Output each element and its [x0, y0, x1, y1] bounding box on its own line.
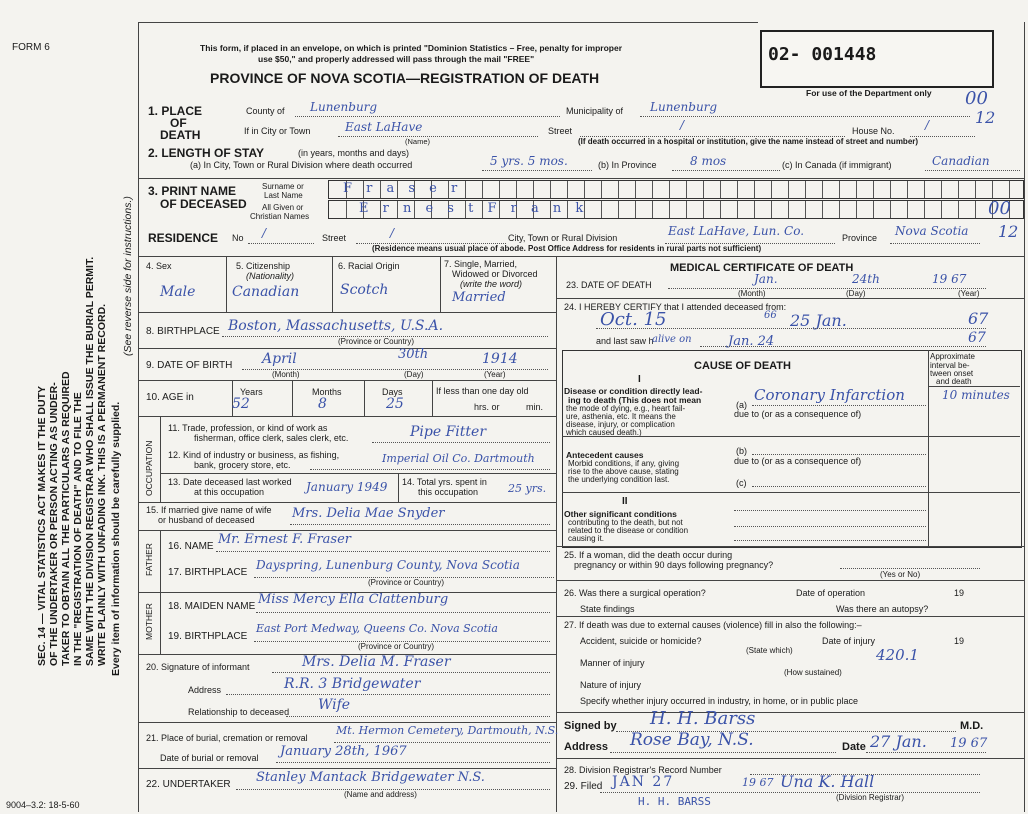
stay-label-note: (in years, months and days): [298, 148, 410, 158]
occupation-side-label: OCCUPATION: [144, 440, 154, 496]
street-value[interactable]: /: [680, 118, 685, 132]
registration-number: 02- 001448: [768, 44, 877, 65]
attended-from-year[interactable]: 66: [764, 310, 777, 321]
surname-label-2: Last Name: [264, 191, 303, 200]
certify-label: 24. I HEREBY CERTIFY that I attended deceased from:: [564, 302, 787, 312]
death-month-note: (Month): [738, 289, 766, 298]
father-name-value[interactable]: Mr. Ernest F. Fraser: [218, 532, 351, 547]
registration-number-box: [760, 30, 994, 88]
place-label-2: OF: [170, 116, 187, 130]
cause-b-label: (b): [736, 446, 747, 456]
age-months-label: Months: [312, 387, 342, 397]
marital-label-1: 7. Single, Married,: [444, 259, 518, 269]
informant-address-label: Address: [188, 685, 222, 695]
residence-province-label: Province: [842, 233, 878, 243]
last-worked-label-2: at this occupation: [194, 487, 265, 497]
specify-label: Specify whether injury occurred in industry, in home, or in public place: [580, 696, 858, 706]
death-date-label: 23. DATE OF DEATH: [566, 280, 652, 290]
citizenship-label: 5. Citizenship: [236, 261, 291, 271]
total-years-label-2: this occupation: [418, 487, 479, 497]
footer-code: 9004–3.2: 18-5-60: [6, 800, 80, 810]
mother-birthplace-label: 19. BIRTHPLACE: [168, 631, 248, 642]
operation-year: 19: [954, 588, 965, 598]
cause-a-label: (a): [736, 400, 747, 410]
side-text-7: Every item of information should be carefully supplied.: [110, 401, 122, 676]
approx-label-3: tween onset: [930, 369, 974, 378]
state-findings-label: State findings: [580, 604, 635, 614]
place-label-3: DEATH: [160, 128, 201, 142]
mother-birthplace-value[interactable]: East Port Medway, Queens Co. Nova Scotia: [256, 622, 498, 635]
attended-to[interactable]: 25 Jan.: [790, 311, 847, 330]
trade-label-1: 11. Trade, profession, or kind of work as: [168, 423, 328, 433]
age-label: 10. AGE in: [146, 392, 194, 403]
dept-code-4: 12: [998, 222, 1019, 241]
stay-b-value[interactable]: 8 mos: [690, 154, 727, 168]
other-2: contributing to the death, but not: [568, 518, 683, 527]
other-1: Other significant conditions: [564, 509, 677, 519]
main-right-border: [1024, 22, 1025, 812]
cause-title: CAUSE OF DEATH: [694, 360, 791, 372]
last-seen-date[interactable]: Jan. 24: [728, 334, 775, 349]
stay-a-value[interactable]: 5 yrs. 5 mos.: [490, 154, 568, 168]
direct-cause-1: Disease or condition directly lead-: [564, 386, 703, 396]
medical-title: MEDICAL CERTIFICATE OF DEATH: [670, 262, 854, 274]
side-text-6: WRITE PLAINLY WITH UNFADING INK. THIS IS A PERMANENT RECORD.: [96, 303, 108, 666]
form-number: FORM 6: [12, 42, 50, 53]
name-label-1: 3. PRINT NAME: [148, 184, 237, 198]
place-label-1: 1. PLACE: [148, 104, 203, 118]
total-years-label-1: 14. Total yrs. spent in: [402, 477, 487, 487]
main-top-border: [138, 22, 758, 23]
death-date-month[interactable]: Jan.: [754, 272, 778, 286]
q26-label: 26. Was there a surgical operation?: [564, 588, 706, 598]
side-text-3: TAKER TO OBTAIN ALL THE PARTICULARS AS REQUIRED: [60, 371, 72, 666]
notice-line-2: use $50," and properly addressed will pass through the mail "FREE": [258, 54, 535, 64]
manner-label: Manner of injury: [580, 658, 645, 668]
informant-label: 20. Signature of informant: [146, 662, 250, 672]
citizenship-sub: (Nationality): [246, 271, 295, 281]
municipality-value[interactable]: Lunenburg: [650, 100, 718, 114]
age-years-label: Years: [240, 387, 263, 397]
undertaker-value[interactable]: Stanley Mantack Bridgewater N.S.: [256, 770, 485, 785]
last-worked-value[interactable]: January 1949: [306, 480, 388, 494]
how-sustained-note: (How sustained): [784, 668, 842, 677]
mother-maiden-label: 18. MAIDEN NAME: [168, 601, 256, 612]
side-text-2: OF THE UNDERTAKER OR PERSON ACTING AS UNDER-: [48, 382, 60, 666]
dob-year-note: (Year): [484, 370, 506, 379]
age-days-label: Days: [382, 387, 403, 397]
approx-label-1: Approximate: [930, 352, 975, 361]
racial-label: 6. Racial Origin: [338, 261, 400, 271]
residence-street-label: Street: [322, 233, 347, 243]
surname-value[interactable]: F r a s e r: [343, 181, 463, 196]
undertaker-label: 22. UNDERTAKER: [146, 779, 231, 790]
age-less-label: If less than one day old: [436, 386, 529, 396]
surname-label-1: Surname or: [262, 182, 304, 191]
antecedent-2: Morbid conditions, if any, giving: [568, 459, 680, 468]
accident-label: Accident, suicide or homicide?: [580, 636, 702, 646]
stay-label: 2. LENGTH OF STAY: [148, 146, 265, 160]
informant-signature[interactable]: Mrs. Delia M. Fraser: [302, 654, 451, 670]
notice-line-1: This form, if placed in an envelope, on which is printed "Dominion Statistics – Free, penalty for improper: [200, 43, 623, 53]
trade-label-2: fisherman, office clerk, sales clerk, etc.: [194, 433, 349, 443]
md-label: M.D.: [960, 720, 984, 732]
mother-birthplace-note: (Province or Country): [358, 642, 435, 651]
approx-label-4: and death: [936, 377, 972, 386]
house-value[interactable]: /: [925, 118, 930, 132]
city-value[interactable]: East LaHave: [345, 120, 423, 134]
last-worked-label-1: 13. Date deceased last worked: [168, 477, 292, 487]
burial-place-label: 21. Place of burial, cremation or removal: [146, 733, 308, 743]
autopsy-label: Was there an autopsy?: [836, 604, 929, 614]
age-hrs-label: hrs. or: [474, 402, 500, 412]
death-date-year[interactable]: 19 67: [932, 272, 967, 286]
attended-to-year[interactable]: 67: [968, 309, 989, 328]
mother-maiden-value[interactable]: Miss Mercy Ella Clattenburg: [258, 592, 449, 607]
signed-by-label: Signed by: [564, 720, 617, 732]
dob-label: 9. DATE OF BIRTH: [146, 360, 233, 371]
injury-year: 19: [954, 636, 965, 646]
registrar-stamp: H. H. BARSS: [638, 795, 711, 808]
father-birthplace-note: (Province or Country): [368, 578, 445, 587]
dept-code-3: 00: [988, 198, 1011, 219]
dept-use-label: For use of the Department only: [806, 88, 932, 98]
date-operation-label: Date of operation: [796, 588, 866, 598]
father-birthplace-value[interactable]: Dayspring, Lunenburg County, Nova Scotia: [256, 558, 520, 572]
birthplace-value[interactable]: Boston, Massachusetts, U.S.A.: [228, 318, 444, 334]
dob-day[interactable]: 30th: [398, 347, 429, 362]
father-name-label: 16. NAME: [168, 541, 214, 552]
hospital-note: (If death occurred in a hospital or institution, give the name instead of street and number): [578, 137, 919, 146]
dob-day-note: (Day): [404, 370, 424, 379]
cause-c-label: (c): [736, 478, 747, 488]
side-text-4: IN THE "REGISTRATION OF DEATH" AND TO FILE THE: [72, 392, 84, 666]
stay-c-label: (c) In Canada (if immigrant): [782, 160, 892, 170]
last-seen-mid: alive on: [652, 334, 692, 345]
signed-date[interactable]: 27 Jan.: [870, 732, 927, 751]
relationship-value[interactable]: Wife: [318, 697, 351, 713]
informant-address[interactable]: R.R. 3 Bridgewater: [284, 676, 421, 692]
sex-label: 4. Sex: [146, 261, 172, 271]
side-text-1: SEC. 14 — VITAL STATISTICS ACT MAKES IT THE DUTY: [36, 385, 48, 666]
father-birthplace-label: 17. BIRTHPLACE: [168, 567, 248, 578]
direct-cause-3: the mode of dying, e.g., heart fail-: [566, 404, 686, 413]
father-side-label: FATHER: [144, 543, 154, 576]
address-label: Address: [564, 741, 609, 753]
residence-street-value[interactable]: /: [390, 226, 395, 240]
birthplace-note: (Province or Country): [338, 337, 415, 346]
undertaker-note: (Name and address): [344, 790, 417, 799]
cause-a-interval[interactable]: 10 minutes: [942, 388, 1010, 402]
trade-value[interactable]: Pipe Fitter: [410, 424, 487, 440]
date-injury-label: Date of injury: [822, 636, 876, 646]
main-left-border: [138, 22, 139, 812]
residence-label: RESIDENCE: [148, 231, 219, 245]
registrar-signature[interactable]: Una K. Hall: [780, 772, 875, 791]
age-years[interactable]: 52: [232, 396, 250, 412]
direct-cause-4: ure, asthenia, etc. It means the: [566, 412, 676, 421]
approx-label-2: interval be-: [930, 361, 970, 370]
residence-no-value[interactable]: /: [262, 226, 267, 240]
q25-label-1: 25. If a woman, did the death occur during: [564, 550, 733, 560]
given-names-value[interactable]: E r n e s t F r a n k: [359, 201, 589, 216]
residence-division-value[interactable]: East LaHave, Lun. Co.: [668, 224, 805, 238]
stay-a-label: (a) In City, Town or Rural Division where death occurred: [190, 160, 413, 170]
filed-year[interactable]: 19 67: [742, 776, 774, 789]
side-text-5: SAME WITH THE DIVISION REGISTRAR WHO SHALL ISSUE THE BURIAL PERMIT.: [84, 256, 96, 666]
age-days[interactable]: 25: [386, 396, 404, 412]
spouse-value[interactable]: Mrs. Delia Mae Snyder: [292, 506, 445, 521]
direct-cause-2: ing to death (This does not mean: [568, 395, 702, 405]
residence-note: (Residence means usual place of abode. Post Office Address for residents in rural parts not sufficient): [372, 244, 762, 253]
given-label-2: Christian Names: [250, 212, 310, 221]
signed-address[interactable]: Rose Bay, N.S.: [630, 730, 754, 750]
dept-code-2: 12: [975, 108, 996, 127]
industry-value[interactable]: Imperial Oil Co. Dartmouth: [382, 452, 535, 465]
death-day-note: (Day): [846, 289, 866, 298]
death-year-note: (Year): [958, 289, 980, 298]
marital-value[interactable]: Married: [452, 290, 506, 305]
dept-code-1: 00: [965, 88, 988, 109]
given-names-boxes[interactable]: [328, 200, 1024, 219]
q28-label: 28. Division Registrar's Record Number: [564, 765, 722, 775]
racial-value[interactable]: Scotch: [340, 282, 389, 298]
marital-label-3: (write the word): [460, 279, 523, 289]
county-value[interactable]: Lunenburg: [310, 100, 378, 114]
spouse-label-1: 15. If married give name of wife: [146, 505, 272, 515]
sex-value[interactable]: Male: [160, 284, 196, 300]
age-min-label: min.: [526, 402, 544, 412]
total-years-value[interactable]: 25 yrs.: [508, 482, 547, 495]
antecedent-4: the underlying condition last.: [568, 475, 670, 484]
county-label: County of: [246, 106, 285, 116]
side-text-8: (See reverse side for instructions.): [122, 196, 134, 356]
residence-no-label: No: [232, 233, 244, 243]
q27-label: 27. If death was due to external causes (violence) fill in also the following:–: [564, 620, 862, 630]
burial-place-value[interactable]: Mt. Hermon Cemetery, Dartmouth, N.S.: [336, 724, 559, 737]
antecedent-1: Antecedent causes: [566, 450, 644, 460]
manner-code[interactable]: 420.1: [876, 646, 919, 664]
age-months[interactable]: 8: [318, 396, 327, 412]
spouse-label-2: or husband of deceased: [158, 515, 255, 525]
city-label: If in City or Town: [244, 126, 311, 136]
residence-province-value[interactable]: Nova Scotia: [895, 224, 969, 238]
residence-division-label: City, Town or Rural Division: [508, 233, 618, 243]
stay-c-value[interactable]: Canadian: [932, 154, 990, 168]
cause-a-value[interactable]: Coronary Infarction: [754, 386, 905, 404]
other-4: causing it.: [568, 534, 605, 543]
direct-cause-6: which caused death.): [566, 428, 642, 437]
other-3: related to the disease or condition: [568, 526, 689, 535]
birthplace-label: 8. BIRTHPLACE: [146, 326, 220, 337]
mother-side-label: MOTHER: [144, 603, 154, 640]
house-label: House No.: [852, 126, 895, 136]
street-label: Street: [548, 126, 573, 136]
industry-label-2: bank, grocery store, etc.: [194, 460, 291, 470]
burial-date-label: Date of burial or removal: [160, 753, 259, 763]
citizenship-value[interactable]: Canadian: [232, 284, 300, 300]
dob-month-note: (Month): [272, 370, 300, 379]
yes-no-note: (Yes or No): [880, 570, 921, 579]
q25-label-2: pregnancy or within 90 days following pregnancy?: [574, 560, 774, 570]
relationship-label: Relationship to deceased: [188, 707, 290, 717]
given-label-1: All Given or: [262, 203, 304, 212]
stay-b-label: (b) In Province: [598, 160, 657, 170]
municipality-label: Municipality of: [566, 106, 624, 116]
industry-label-1: 12. Kind of industry or business, as fishing,: [168, 450, 340, 460]
filed-date[interactable]: JAN 27: [612, 774, 675, 790]
attended-from[interactable]: Oct. 15: [600, 309, 667, 330]
city-name-note: (Name): [405, 137, 431, 146]
state-which-note: (State which): [746, 646, 793, 655]
antecedent-3: rise to the above cause, stating: [568, 467, 679, 476]
nature-label: Nature of injury: [580, 680, 642, 690]
page-title: PROVINCE OF NOVA SCOTIA—REGISTRATION OF DEATH: [210, 70, 600, 86]
due-to-2: due to (or as a consequence of): [734, 456, 862, 466]
section-ii: II: [622, 496, 628, 507]
due-to-1: due to (or as a consequence of): [734, 409, 862, 419]
last-seen-label: and last saw h: [596, 336, 654, 346]
q29-label: 29. Filed: [564, 781, 603, 792]
registrar-note: (Division Registrar): [836, 793, 905, 802]
section-i: I: [638, 374, 641, 385]
name-label-2: OF DECEASED: [160, 197, 247, 211]
death-date-day[interactable]: 24th: [852, 272, 880, 286]
dob-year[interactable]: 1914: [482, 351, 518, 367]
dob-month[interactable]: April: [262, 351, 297, 367]
signed-year[interactable]: 19 67: [950, 736, 988, 751]
last-seen-year[interactable]: 67: [968, 330, 986, 346]
marital-label-2: Widowed or Divorced: [452, 269, 538, 279]
signed-by-value[interactable]: H. H. Barss: [650, 708, 756, 729]
burial-date-value[interactable]: January 28th, 1967: [280, 744, 407, 759]
signed-date-label: Date: [842, 741, 866, 753]
surname-boxes[interactable]: [328, 180, 1024, 199]
direct-cause-5: disease, injury, or complication: [566, 420, 675, 429]
